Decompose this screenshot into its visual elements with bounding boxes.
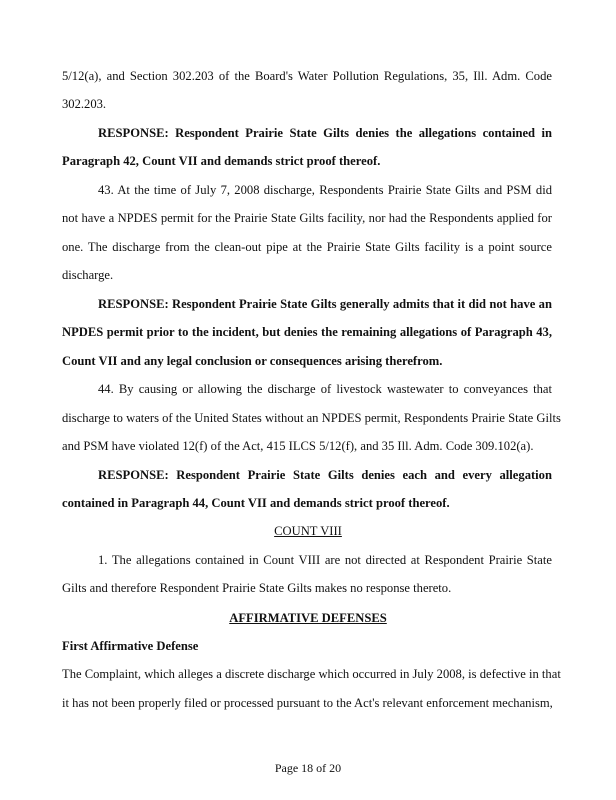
response-44-line-2: contained in Paragraph 44, Count VII and demands strict proof thereof. — [62, 496, 450, 510]
paragraph-41-continuation-line-1: 5/12(a), and Section 302.203 of the Board's Water Pollution Regulations, 35, Ill. Adm. Code — [62, 69, 552, 83]
paragraph-44-line-3: and PSM have violated 12(f) of the Act, 415 ILCS 5/12(f), and 35 Ill. Adm. Code 309.102(a). — [62, 439, 534, 453]
count-viii-paragraph-1-line-1: 1. The allegations contained in Count VIII are not directed at Respondent Prairie State — [98, 553, 552, 567]
paragraph-43-line-2: not have a NPDES permit for the Prairie State Gilts facility, nor had the Respondents applied for — [62, 211, 552, 225]
affirmative-defenses-heading: AFFIRMATIVE DEFENSES — [229, 611, 387, 625]
paragraph-43-line-3: one. The discharge from the clean-out pipe at the Prairie State Gilts facility is a point source — [62, 240, 552, 254]
response-42-line-1: RESPONSE: Respondent Prairie State Gilts denies the allegations contained in — [98, 126, 552, 140]
first-affirmative-defense-line-2: it has not been properly filed or processed pursuant to the Act's relevant enforcement mechanism, — [62, 696, 553, 710]
count-viii-paragraph-1-line-2: Gilts and therefore Respondent Prairie State Gilts makes no response thereto. — [62, 581, 452, 595]
first-affirmative-defense-line-1: The Complaint, which alleges a discrete discharge which occurred in July 2008, is defective in that — [62, 667, 561, 681]
paragraph-43-line-1: 43. At the time of July 7, 2008 discharge, Respondents Prairie State Gilts and PSM did — [98, 183, 552, 197]
page-number-footer: Page 18 of 20 — [274, 761, 342, 775]
response-44-line-1: RESPONSE: Respondent Prairie State Gilts denies each and every allegation — [98, 468, 552, 482]
response-43-line-3: Count VII and any legal conclusion or consequences arising therefrom. — [62, 354, 443, 368]
count-viii-heading: COUNT VIII — [274, 524, 342, 538]
paragraph-44-line-1: 44. By causing or allowing the discharge of livestock wastewater to conveyances that — [98, 382, 552, 396]
response-43-line-1: RESPONSE: Respondent Prairie State Gilts generally admits that it did not have an — [98, 297, 552, 311]
paragraph-44-line-2: discharge to waters of the United States without an NPDES permit, Respondents Prairie State Gilts — [62, 411, 561, 425]
response-42-line-2: Paragraph 42, Count VII and demands strict proof thereof. — [62, 154, 381, 168]
first-affirmative-defense-heading: First Affirmative Defense — [62, 639, 199, 653]
paragraph-43-line-4: discharge. — [62, 268, 114, 282]
response-43-line-2: NPDES permit prior to the incident, but denies the remaining allegations of Paragraph 43, — [62, 325, 552, 339]
paragraph-41-continuation-line-2: 302.203. — [62, 97, 107, 111]
